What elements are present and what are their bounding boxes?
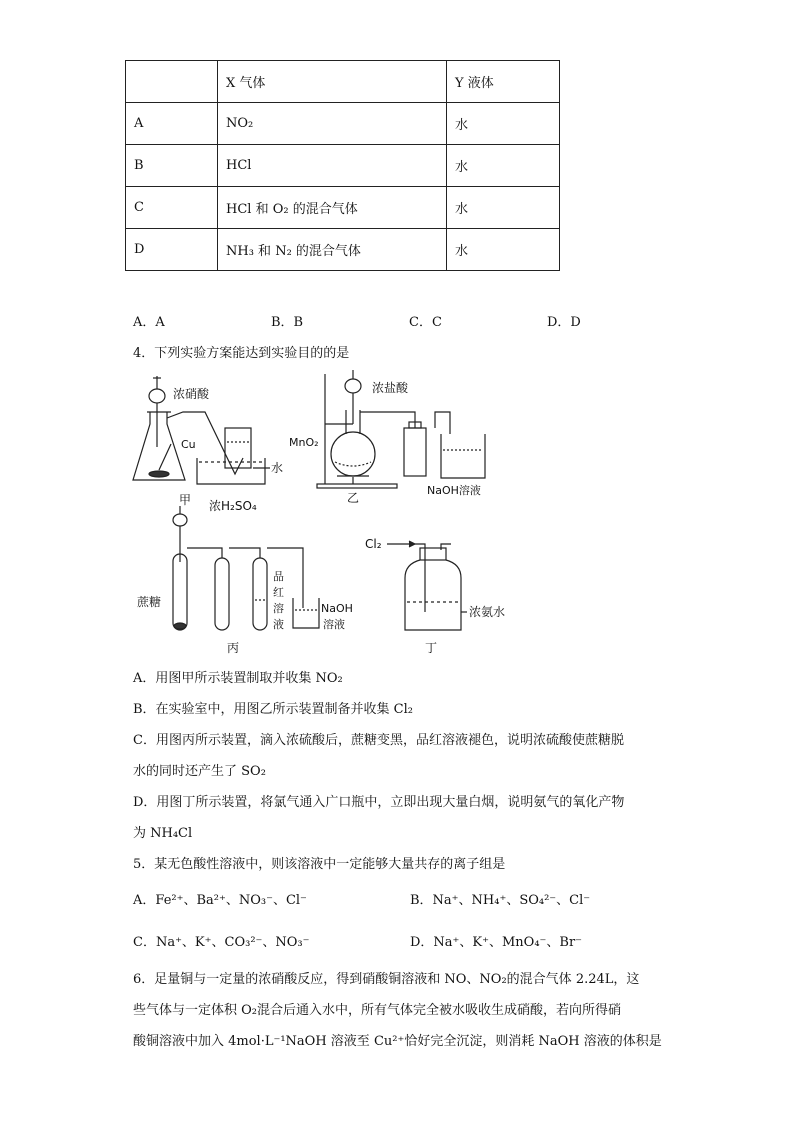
q5-stem: 5．某无色酸性溶液中，则该溶液中一定能够大量共存的离子组是 (133, 857, 506, 872)
label-rong: 溶 (273, 602, 284, 615)
table-row (126, 145, 560, 187)
q5-option-c[interactable]: C．Na⁺、K⁺、CO₃²⁻、NO₃⁻ (133, 935, 310, 950)
table-header-cell: Y 液体 (447, 61, 560, 103)
row-liquid: 水 (447, 103, 560, 145)
label-water: 水 (271, 461, 284, 475)
label-hong: 红 (273, 586, 284, 599)
row-label: C (126, 187, 218, 229)
row-label: D (126, 229, 218, 271)
q3-choice-a[interactable]: A．A (133, 315, 165, 330)
q4-option-d-cont: 为 NH₄Cl (133, 826, 193, 841)
q6-line-3: 酸铜溶液中加入 4mol·L⁻¹NaOH 溶液至 Cu²⁺恰好完全沉淀，则消耗 NaOH 溶液的体积是 (133, 1034, 662, 1049)
q4-option-d[interactable]: D．用图丁所示装置，将氯气通入广口瓶中，立即出现大量白烟，说明氨气的氧化产物 (133, 795, 625, 810)
row-gas: NO₂ (218, 103, 447, 145)
label-conc-hcl: 浓盐酸 (372, 381, 409, 395)
row-label: B (126, 145, 218, 187)
label-bing: 丙 (227, 641, 240, 655)
label-jia: 甲 (179, 493, 192, 507)
label-pin: 品 (273, 570, 284, 583)
table-row (126, 103, 560, 145)
row-gas: HCl 和 O₂ 的混合气体 (218, 187, 447, 229)
apparatus-ding (365, 537, 505, 655)
table-row (126, 229, 560, 271)
q6-line-1: 6．足量铜与一定量的浓硝酸反应，得到硝酸铜溶液和 NO、NO₂的混合气体 2.24L，这 (133, 972, 640, 987)
label-nitric-acid: 浓硝酸 (173, 387, 210, 401)
q5-option-b[interactable]: B．Na⁺、NH₄⁺、SO₄²⁻、Cl⁻ (410, 893, 591, 908)
label-ding: 丁 (425, 641, 438, 655)
table-row (126, 187, 560, 229)
q3-choice-c[interactable]: C．C (409, 315, 442, 330)
row-gas: HCl (218, 145, 447, 187)
label-yi: 乙 (347, 491, 360, 505)
apparatus-jia (133, 376, 283, 507)
table-header-row (126, 61, 560, 103)
label-conc-h2so4: 浓H₂SO₄ (209, 499, 257, 513)
label-rongye: 溶液 (323, 618, 345, 631)
q4-option-c[interactable]: C．用图丙所示装置，滴入浓硫酸后，蔗糖变黑，品红溶液褪色，说明浓硫酸使蔗糖脱 (133, 733, 624, 748)
q4-apparatus-figure (125, 362, 545, 662)
label-sucrose: 蔗糖 (137, 595, 162, 609)
q4-option-c-cont: 水的同时还产生了 SO₂ (133, 764, 266, 779)
apparatus-yi (289, 370, 485, 505)
row-liquid: 水 (447, 229, 560, 271)
q4-option-a[interactable]: A．用图甲所示装置制取并收集 NO₂ (133, 671, 343, 686)
label-conc-ammonia: 浓氨水 (469, 605, 506, 619)
table-header-cell (126, 61, 218, 103)
q3-choice-d[interactable]: D．D (547, 315, 581, 330)
apparatus-bing (137, 499, 353, 655)
label-ye: 液 (273, 618, 284, 631)
row-label: A (126, 103, 218, 145)
label-cl2: Cl₂ (365, 537, 382, 551)
row-liquid: 水 (447, 145, 560, 187)
label-cu: Cu (181, 438, 196, 451)
row-liquid: 水 (447, 187, 560, 229)
q6-line-2: 些气体与一定体积 O₂混合后通入水中，所有气体完全被水吸收生成硝酸，若向所得硝 (133, 1003, 622, 1018)
gas-liquid-table (125, 60, 560, 271)
label-mno2: MnO₂ (289, 436, 319, 449)
row-gas: NH₃ 和 N₂ 的混合气体 (218, 229, 447, 271)
label-naoh-solution: NaOH溶液 (427, 484, 481, 497)
q4-option-b[interactable]: B．在实验室中，用图乙所示装置制备并收集 Cl₂ (133, 702, 414, 717)
label-naoh: NaOH (321, 602, 353, 615)
q5-option-a[interactable]: A．Fe²⁺、Ba²⁺、NO₃⁻、Cl⁻ (133, 893, 307, 908)
table-header-cell: X 气体 (218, 61, 447, 103)
q3-choice-b[interactable]: B．B (271, 315, 304, 330)
q4-stem: 4．下列实验方案能达到实验目的的是 (133, 346, 350, 361)
q5-option-d[interactable]: D．Na⁺、K⁺、MnO₄⁻、Br⁻ (410, 935, 583, 950)
